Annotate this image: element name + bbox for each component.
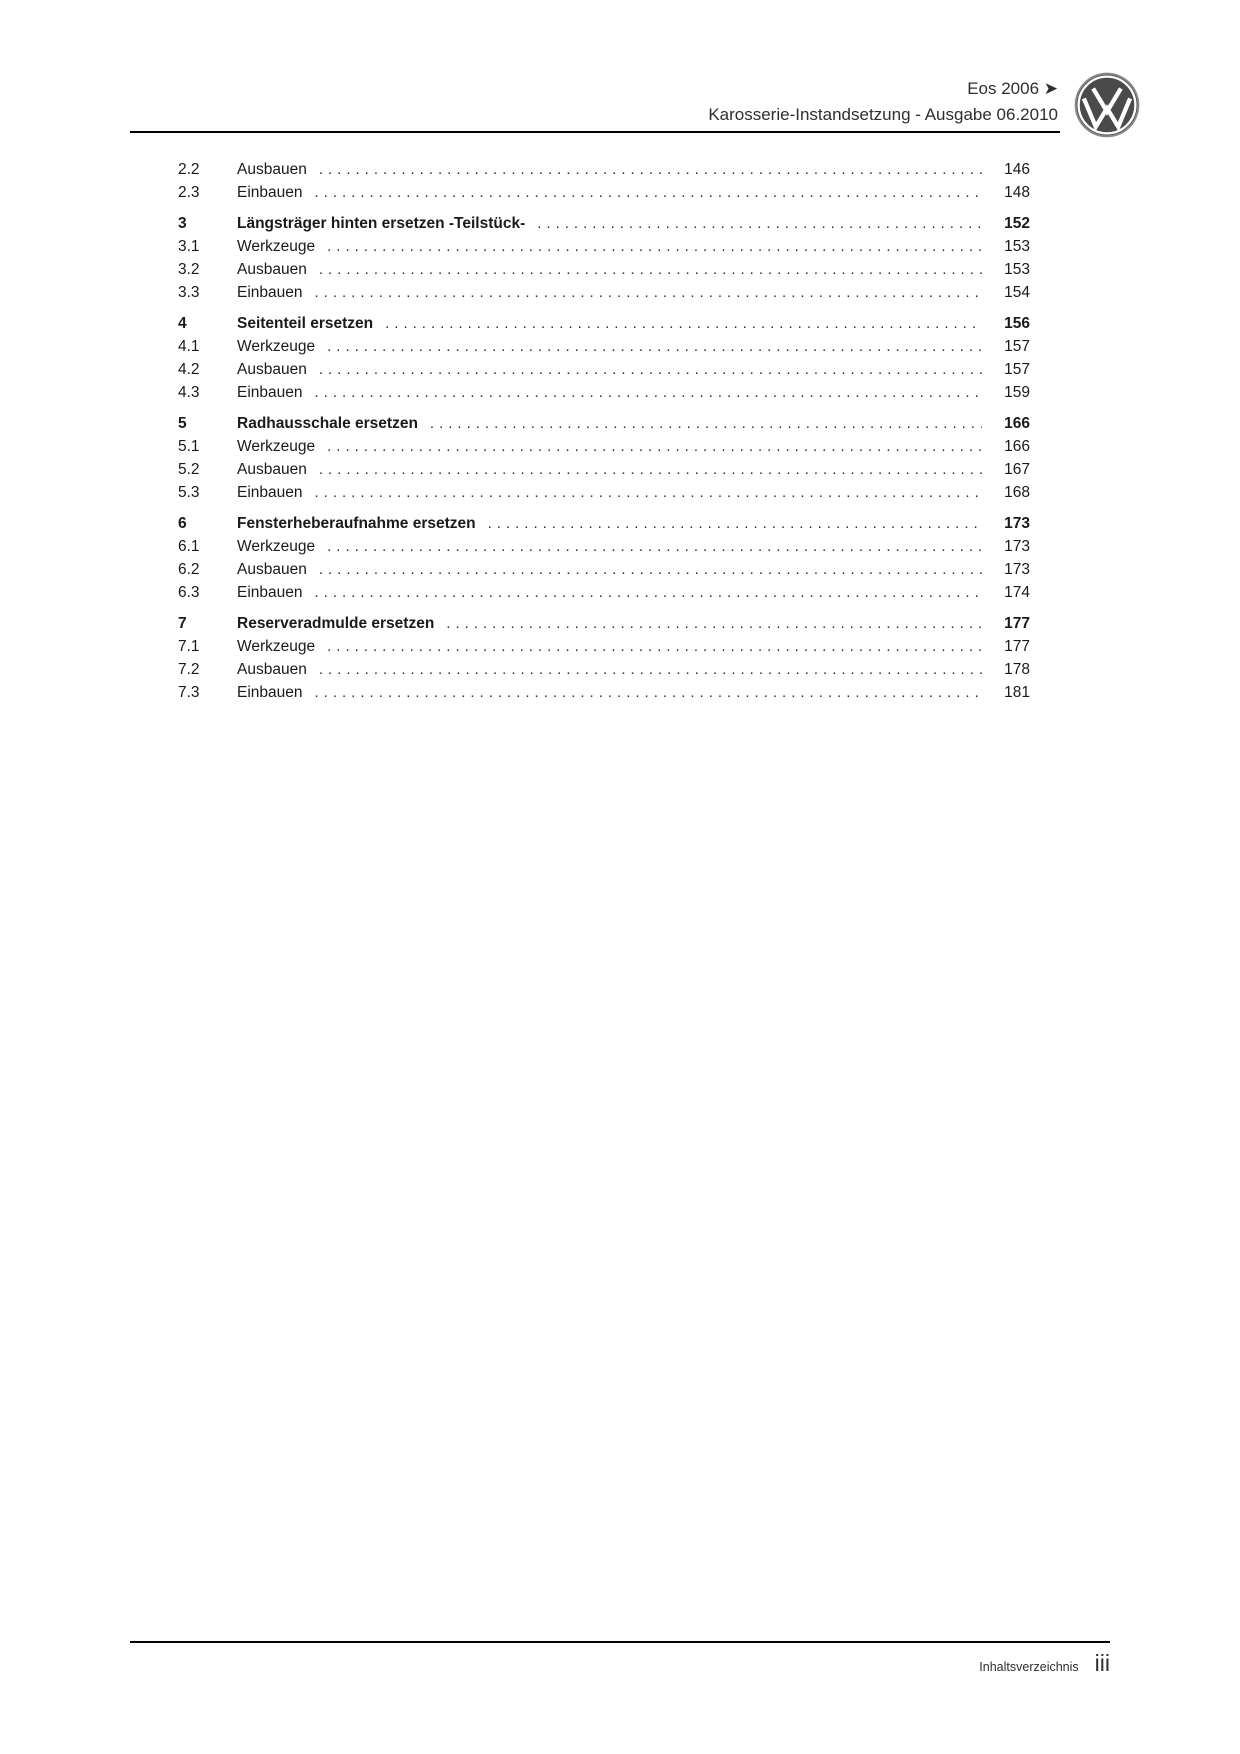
toc-entry-label: Einbauen	[237, 584, 303, 601]
document-title: Karosserie-Instandsetzung - Ausgabe 06.2010	[708, 105, 1058, 124]
toc-entry-page: 153	[1004, 261, 1030, 278]
dot-leader	[327, 435, 982, 458]
toc-entry-label: Werkzeuge	[237, 238, 316, 255]
toc-entry-label: Längsträger hinten ersetzen -Teilstück-	[237, 215, 526, 232]
dot-leader	[315, 581, 982, 604]
toc-row	[178, 435, 1030, 458]
toc-entry-page: 154	[1004, 284, 1030, 301]
toc-entry-page: 152	[1004, 215, 1030, 232]
toc-entry-label: Einbauen	[237, 684, 303, 701]
toc-entry-label: Reserveradmulde ersetzen	[237, 615, 435, 632]
toc-entry-number: 4	[178, 315, 187, 332]
toc-row	[178, 358, 1030, 381]
toc-row-chapter	[178, 612, 1030, 635]
toc-entry-label: Werkzeuge	[237, 438, 316, 455]
toc-entry-number: 6.2	[178, 561, 200, 578]
toc-entry-page: 159	[1004, 384, 1030, 401]
toc-row	[178, 535, 1030, 558]
dot-leader	[319, 658, 982, 681]
toc-entry-label: Ausbauen	[237, 161, 307, 178]
dot-leader	[315, 281, 982, 304]
dot-leader	[537, 212, 982, 235]
toc-entry-page: 173	[1004, 561, 1030, 578]
toc-row-chapter	[178, 312, 1030, 335]
toc-entry-number: 2.3	[178, 184, 200, 201]
toc-entry-number: 7.3	[178, 684, 200, 701]
toc-entry-page: 177	[1004, 615, 1030, 632]
dot-leader	[488, 512, 982, 535]
toc-entry-label: Ausbauen	[237, 361, 307, 378]
dot-leader	[327, 335, 982, 358]
toc-entry-label: Ausbauen	[237, 461, 307, 478]
toc-entry-label: Radhausschale ersetzen	[237, 415, 418, 432]
toc-entry-number: 5	[178, 415, 187, 432]
toc-entry-number: 4.2	[178, 361, 200, 378]
toc-row	[178, 458, 1030, 481]
toc-entry-number: 3	[178, 215, 187, 232]
toc-entry-number: 4.3	[178, 384, 200, 401]
toc-entry-label: Seitenteil ersetzen	[237, 315, 374, 332]
model-title: Eos 2006 ➤	[967, 79, 1058, 98]
toc-entry-label: Einbauen	[237, 484, 303, 501]
toc-row	[178, 381, 1030, 404]
toc-row-chapter	[178, 212, 1030, 235]
toc-entry-page: 157	[1004, 338, 1030, 355]
toc-entry-number: 2.2	[178, 161, 200, 178]
toc-entry-label: Ausbauen	[237, 561, 307, 578]
toc-entry-label: Werkzeuge	[237, 338, 316, 355]
toc-row	[178, 158, 1030, 181]
footer-page-number: iii	[1094, 1650, 1110, 1676]
toc-row	[178, 481, 1030, 504]
toc-entry-page: 168	[1004, 484, 1030, 501]
toc-entry-page: 177	[1004, 638, 1030, 655]
toc-entry-page: 173	[1004, 538, 1030, 555]
footer-divider	[130, 1641, 1110, 1643]
toc-entry-page: 148	[1004, 184, 1030, 201]
toc-row	[178, 658, 1030, 681]
toc-entry-page: 178	[1004, 661, 1030, 678]
table-of-contents	[178, 158, 1030, 704]
toc-entry-label: Einbauen	[237, 184, 303, 201]
footer-section-label: Inhaltsverzeichnis	[979, 1660, 1079, 1674]
dot-leader	[315, 681, 982, 704]
page-header	[708, 76, 1058, 128]
toc-entry-number: 4.1	[178, 338, 200, 355]
toc-entry-page: 157	[1004, 361, 1030, 378]
toc-entry-label: Werkzeuge	[237, 638, 316, 655]
toc-row-chapter	[178, 412, 1030, 435]
dot-leader	[327, 635, 982, 658]
toc-entry-page: 166	[1004, 438, 1030, 455]
toc-entry-number: 5.3	[178, 484, 200, 501]
toc-entry-number: 5.2	[178, 461, 200, 478]
toc-entry-number: 3.2	[178, 261, 200, 278]
toc-row	[178, 181, 1030, 204]
toc-row	[178, 258, 1030, 281]
toc-row	[178, 635, 1030, 658]
toc-entry-number: 7.1	[178, 638, 200, 655]
dot-leader	[327, 235, 982, 258]
dot-leader	[319, 258, 982, 281]
toc-row	[178, 335, 1030, 358]
toc-entry-number: 5.1	[178, 438, 200, 455]
dot-leader	[385, 312, 982, 335]
toc-entry-label: Ausbauen	[237, 261, 307, 278]
toc-entry-number: 6.1	[178, 538, 200, 555]
toc-entry-label: Ausbauen	[237, 661, 307, 678]
toc-entry-page: 174	[1004, 584, 1030, 601]
dot-leader	[315, 181, 982, 204]
toc-row	[178, 281, 1030, 304]
vw-logo-icon	[1074, 72, 1140, 138]
toc-entry-page: 173	[1004, 515, 1030, 532]
toc-row	[178, 558, 1030, 581]
toc-entry-label: Einbauen	[237, 384, 303, 401]
toc-entry-number: 6	[178, 515, 187, 532]
toc-entry-page: 153	[1004, 238, 1030, 255]
dot-leader	[315, 481, 982, 504]
toc-entry-number: 7.2	[178, 661, 200, 678]
toc-entry-number: 3.3	[178, 284, 200, 301]
dot-leader	[315, 381, 982, 404]
dot-leader	[430, 412, 982, 435]
toc-entry-label: Werkzeuge	[237, 538, 316, 555]
toc-entry-number: 3.1	[178, 238, 200, 255]
dot-leader	[319, 458, 982, 481]
toc-entry-page: 146	[1004, 161, 1030, 178]
toc-entry-page: 167	[1004, 461, 1030, 478]
toc-entry-page: 166	[1004, 415, 1030, 432]
toc-entry-label: Einbauen	[237, 284, 303, 301]
dot-leader	[446, 612, 982, 635]
toc-entry-page: 156	[1004, 315, 1030, 332]
dot-leader	[319, 158, 982, 181]
dot-leader	[319, 358, 982, 381]
toc-row-chapter	[178, 512, 1030, 535]
toc-entry-number: 7	[178, 615, 187, 632]
toc-row	[178, 235, 1030, 258]
toc-entry-number: 6.3	[178, 584, 200, 601]
header-divider	[130, 131, 1060, 133]
toc-row	[178, 681, 1030, 704]
page-footer	[979, 1650, 1110, 1677]
toc-entry-page: 181	[1004, 684, 1030, 701]
toc-row	[178, 581, 1030, 604]
dot-leader	[327, 535, 982, 558]
dot-leader	[319, 558, 982, 581]
toc-entry-label: Fensterheberaufnahme ersetzen	[237, 515, 476, 532]
